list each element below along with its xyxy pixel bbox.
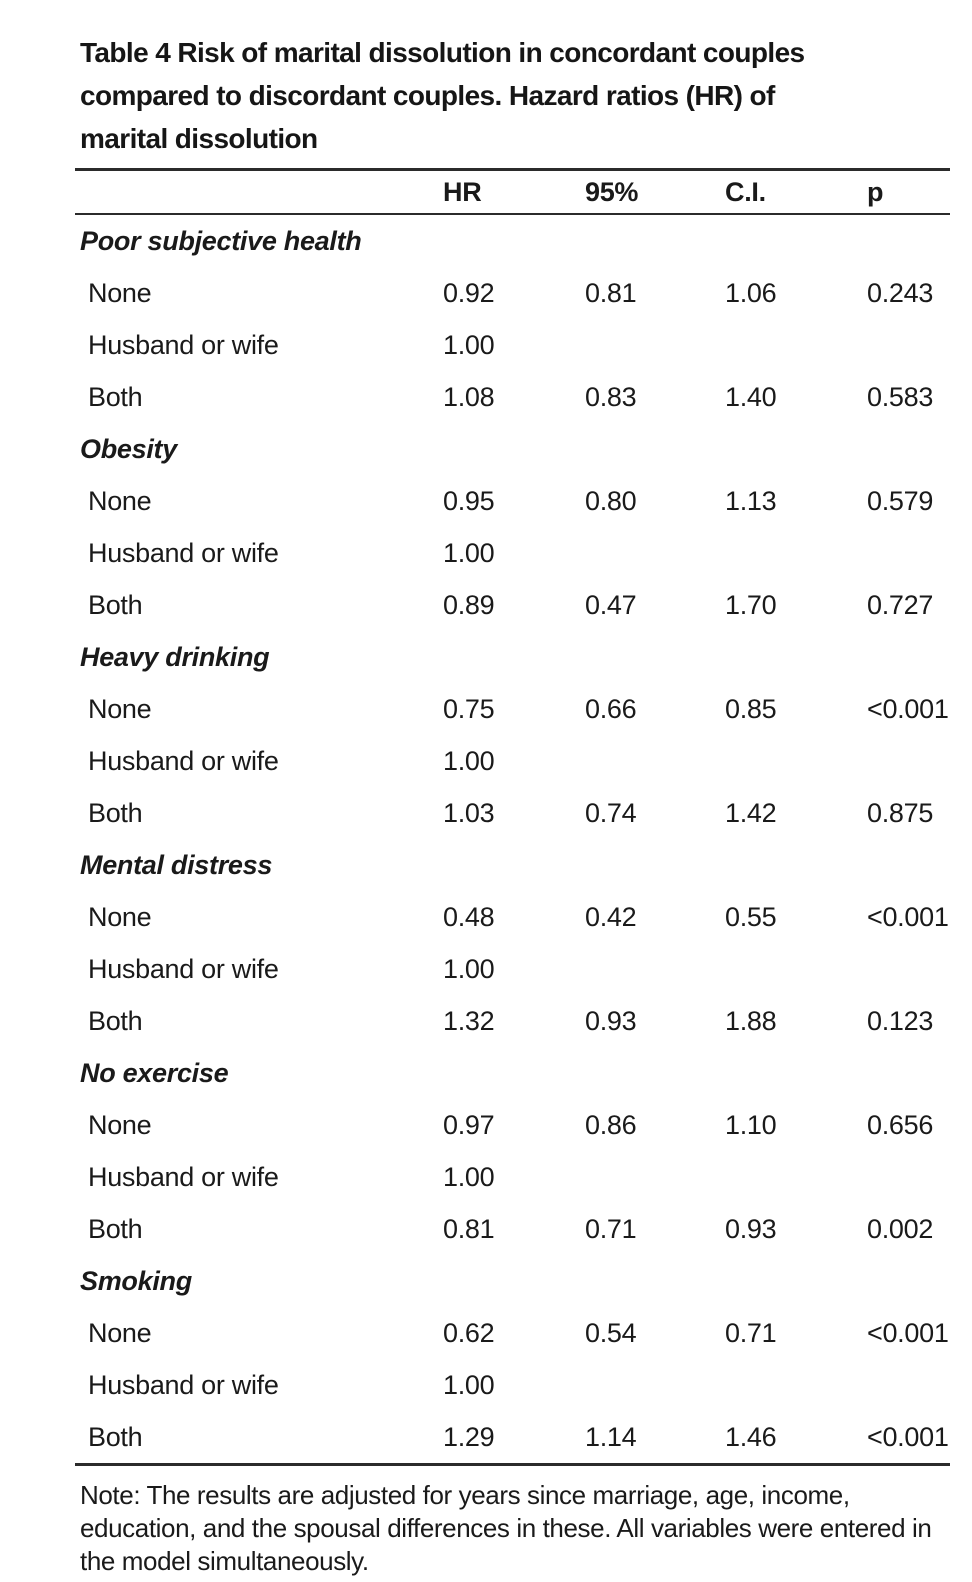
table-row: [75, 1203, 950, 1255]
table-row: [75, 267, 950, 319]
row-label: None: [88, 693, 152, 724]
cell-ci_high: 1.46: [725, 1421, 777, 1452]
table-row: [75, 527, 950, 579]
cell-ci_low: 0.93: [585, 1005, 637, 1036]
cell-ci_high: 0.85: [725, 693, 777, 724]
row-label: Husband or wife: [88, 745, 279, 776]
cell-ci_high: 1.70: [725, 589, 777, 620]
cell-ci_high: 1.40: [725, 381, 777, 412]
row-label: Both: [88, 797, 143, 828]
section-label: Obesity: [80, 433, 177, 464]
table-row: [75, 787, 950, 839]
cell-ci_high: 1.06: [725, 277, 777, 308]
table-row: [75, 683, 950, 735]
cell-ci_high: 1.42: [725, 797, 777, 828]
table-row: [75, 891, 950, 943]
section-heading-row: [75, 215, 950, 267]
cell-hr: 1.00: [443, 537, 495, 568]
cell-ci_low: 0.47: [585, 589, 637, 620]
row-label: None: [88, 1109, 152, 1140]
table-row: [75, 735, 950, 787]
row-label: Husband or wife: [88, 1369, 279, 1400]
cell-ci_low: 1.14: [585, 1421, 637, 1452]
table-row: [75, 475, 950, 527]
cell-hr: 0.97: [443, 1109, 495, 1140]
table-row: [75, 371, 950, 423]
cell-hr: 1.29: [443, 1421, 495, 1452]
cell-p: 0.243: [867, 277, 934, 308]
note-line-1: Note: The results are adjusted for years since marriage, age, income,: [80, 1480, 850, 1510]
cell-p: 0.656: [867, 1109, 934, 1140]
cell-ci_high: 1.88: [725, 1005, 777, 1036]
cell-p: <0.001: [867, 693, 949, 724]
cell-ci_high: 0.55: [725, 901, 777, 932]
section-heading-row: [75, 839, 950, 891]
cell-hr: 1.00: [443, 953, 495, 984]
table-row: [75, 1151, 950, 1203]
column-header-95pct: 95%: [585, 176, 639, 207]
column-header-ci: C.I.: [725, 176, 766, 207]
table-row: [75, 579, 950, 631]
cell-hr: 1.00: [443, 745, 495, 776]
table-header-row: [75, 171, 950, 215]
column-header-hr: HR: [443, 176, 482, 207]
section-label: Smoking: [80, 1265, 192, 1296]
title-line-1: Table 4 Risk of marital dissolution in concordant couples: [80, 37, 805, 68]
cell-ci_low: 0.83: [585, 381, 637, 412]
cell-hr: 1.00: [443, 1161, 495, 1192]
cell-ci_low: 0.71: [585, 1213, 637, 1244]
table-row: [75, 319, 950, 371]
row-label: Husband or wife: [88, 329, 279, 360]
title-line-2: compared to discordant couples. Hazard ratios (HR) of: [80, 80, 775, 111]
cell-hr: 0.81: [443, 1213, 495, 1244]
column-header-p: p: [867, 176, 884, 207]
cell-ci_high: 1.10: [725, 1109, 777, 1140]
row-label: None: [88, 277, 152, 308]
cell-ci_high: 0.93: [725, 1213, 777, 1244]
cell-hr: 0.75: [443, 693, 495, 724]
row-label: None: [88, 901, 152, 932]
table-row: [75, 943, 950, 995]
table-body: [75, 215, 950, 1463]
section-heading-row: [75, 1255, 950, 1307]
cell-ci_low: 0.80: [585, 485, 637, 516]
table-row: [75, 1359, 950, 1411]
cell-hr: 0.95: [443, 485, 495, 516]
cell-p: 0.579: [867, 485, 934, 516]
section-label: No exercise: [80, 1057, 229, 1088]
cell-ci_low: 0.54: [585, 1317, 637, 1348]
hazard-ratio-table: [75, 168, 950, 1466]
cell-ci_low: 0.81: [585, 277, 637, 308]
cell-p: 0.123: [867, 1005, 934, 1036]
row-label: Both: [88, 589, 143, 620]
cell-ci_high: 0.71: [725, 1317, 777, 1348]
section-heading-row: [75, 631, 950, 683]
note-line-2: education, and the spousal differences in these. All variables were entered in: [80, 1513, 932, 1543]
cell-p: 0.583: [867, 381, 934, 412]
cell-hr: 0.92: [443, 277, 495, 308]
row-label: Both: [88, 381, 143, 412]
note-line-3: the model simultaneously.: [80, 1546, 369, 1576]
cell-p: 0.875: [867, 797, 934, 828]
row-label: Both: [88, 1005, 143, 1036]
cell-p: <0.001: [867, 1421, 949, 1452]
table-row: [75, 1411, 950, 1463]
cell-p: 0.002: [867, 1213, 934, 1244]
section-label: Poor subjective health: [80, 225, 362, 256]
table-row: [75, 1099, 950, 1151]
table-row: [75, 995, 950, 1047]
cell-hr: 1.00: [443, 329, 495, 360]
section-label: Heavy drinking: [80, 641, 270, 672]
cell-ci_low: 0.74: [585, 797, 637, 828]
cell-hr: 1.32: [443, 1005, 495, 1036]
cell-hr: 1.03: [443, 797, 495, 828]
cell-ci_low: 0.66: [585, 693, 637, 724]
row-label: Husband or wife: [88, 537, 279, 568]
table-title: [80, 31, 960, 160]
cell-ci_high: 1.13: [725, 485, 777, 516]
row-label: None: [88, 1317, 152, 1348]
cell-ci_low: 0.42: [585, 901, 637, 932]
row-label: None: [88, 485, 152, 516]
row-label: Husband or wife: [88, 953, 279, 984]
title-line-3: marital dissolution: [80, 123, 318, 154]
cell-hr: 0.62: [443, 1317, 495, 1348]
section-label: Mental distress: [80, 849, 273, 880]
cell-hr: 1.00: [443, 1369, 495, 1400]
table-note: [80, 1479, 960, 1578]
row-label: Both: [88, 1213, 143, 1244]
section-heading-row: [75, 1047, 950, 1099]
cell-ci_low: 0.86: [585, 1109, 637, 1140]
table-row: [75, 1307, 950, 1359]
cell-p: <0.001: [867, 901, 949, 932]
cell-hr: 0.48: [443, 901, 495, 932]
cell-hr: 1.08: [443, 381, 495, 412]
row-label: Husband or wife: [88, 1161, 279, 1192]
section-heading-row: [75, 423, 950, 475]
cell-p: 0.727: [867, 589, 934, 620]
row-label: Both: [88, 1421, 143, 1452]
cell-p: <0.001: [867, 1317, 949, 1348]
cell-hr: 0.89: [443, 589, 495, 620]
